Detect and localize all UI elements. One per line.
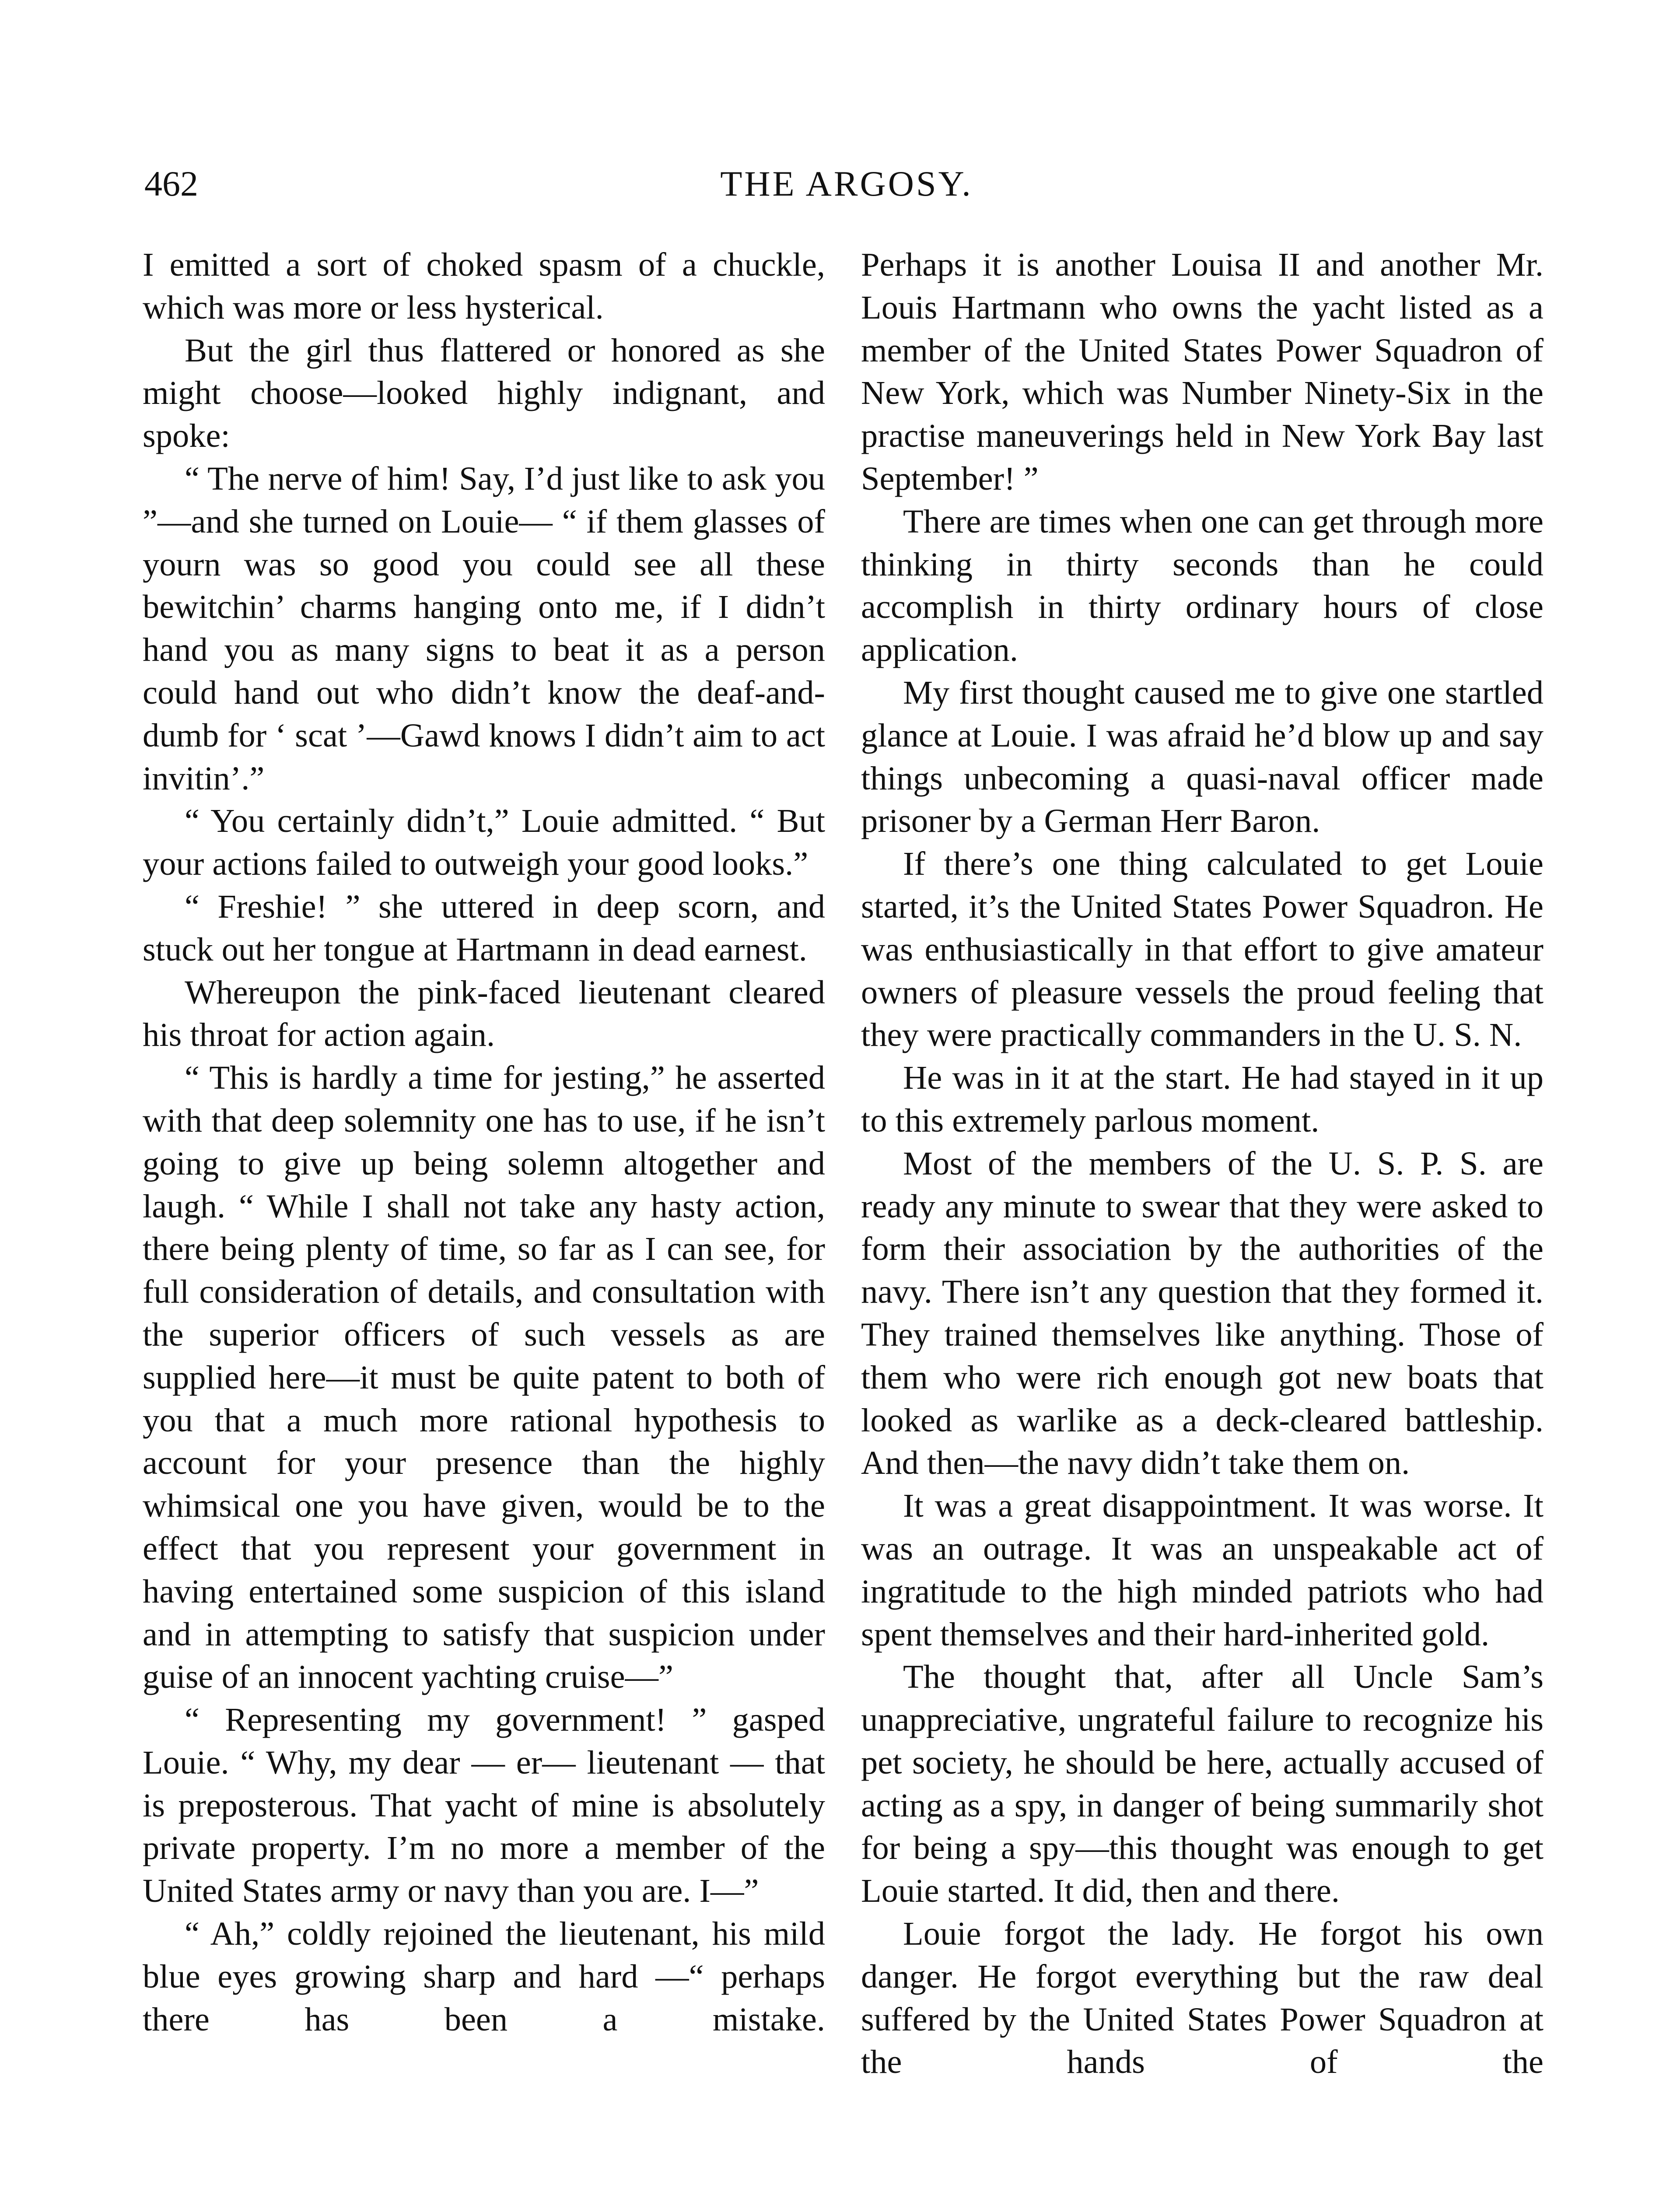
paragraph: “ The nerve of him! Say, I’d just like to ask you ”—and she turned on Louie— “ if them glasses of yourn was so good you could see all these bewitchin’ charms hanging onto me, if I didn’t hand you as many signs to beat it as a person could hand out who didn’t know the deaf-and-dumb for ‘ scat ’—Gawd knows I didn’t aim to act invitin’.” <box>143 459 825 797</box>
paragraph: It was a great disappointment. It was worse. It was an outrage. It was an unspeakable act of ingratitude to the high minded patriots who had spent themselves and their hard-inherited gold. <box>861 1487 1544 1653</box>
right-column <box>861 243 1544 2083</box>
paragraph: There are times when one can get through more thinking in thirty seconds than he could accomplish in thirty ordinary hours of close application. <box>861 502 1544 669</box>
paragraph: “ You certainly didn’t,” Louie admitted. “ But your actions failed to outweigh your good looks.” <box>143 802 825 883</box>
paragraph: Perhaps it is another Louisa II and another Mr. Louis Hartmann who owns the yacht listed as a member of the United States Power Squadron of New York, which was Number Ninety-Six in the practise maneuverings held in New York Bay last September! ” <box>861 246 1544 497</box>
paragraph: Louie forgot the lady. He forgot his own danger. He forgot everything but the raw deal suffered by the United States Power Squadron at the hands of the <box>861 1915 1544 2081</box>
paragraph: The thought that, after all Uncle Sam’s unappreciative, ungrateful failure to recognize his pet society, he should be here, actually accused of acting as a spy, in danger of being summarily shot for being a spy—this thought was enough to get Louie started. It did, then and there. <box>861 1658 1544 1910</box>
paragraph: “ Representing my government! ” gasped Louie. “ Why, my dear — er— lieutenant — that is preposterous. That yacht of mine is absolutely private property. I’m no more a member of the United States army or navy than you are. I—” <box>143 1701 825 1910</box>
paragraph: He was in it at the start. He had stayed in it up to this extremely parlous moment. <box>861 1059 1544 1139</box>
paragraph: “ Ah,” coldly rejoined the lieutenant, his mild blue eyes growing sharp and hard —“ perhaps there has been a mistake. <box>143 1915 825 2038</box>
left-column <box>143 243 825 2041</box>
paragraph: “ This is hardly a time for jesting,” he asserted with that deep solemnity one has to use, if he isn’t going to give up being solemn altogether and laugh. “ While I shall not take any hasty action, there being plenty of time, so far as I can see, for full consideration of details, and consultation with the superior officers of such vessels as are supplied here—it must be quite patent to both of you that a much more rational hypothesis to account for your presence than the highly whimsical one you have given, would be to the effect that you represent your government in having entertained some suspicion of this island and in attempting to satisfy that suspicion under guise of an innocent yachting cruise—” <box>143 1059 825 1696</box>
running-title: THE ARGOSY. <box>720 164 973 203</box>
paragraph: Whereupon the pink-faced lieutenant cleared his throat for action again. <box>143 973 825 1054</box>
page-number: 462 <box>144 164 198 203</box>
paragraph: “ Freshie! ” she uttered in deep scorn, and stuck out her tongue at Hartmann in dead earnest. <box>143 887 825 968</box>
paragraph: But the girl thus flattered or honored as she might choose—looked highly indignant, and spoke: <box>143 331 825 455</box>
page-header <box>144 158 1549 219</box>
paragraph: If there’s one thing calculated to get Louie started, it’s the United States Power Squadron. He was enthusiastically in that effort to give amateur owners of pleasure vessels the proud feeling that they were practically commanders in the U. S. N. <box>861 845 1544 1054</box>
paragraph: My first thought caused me to give one startled glance at Louie. I was afraid he’d blow up and say things unbecoming a quasi-naval officer made prisoner by a German Herr Baron. <box>861 673 1544 840</box>
paragraph: Most of the members of the U. S. P. S. are ready any minute to swear that they were asked to form their association by the authorities of the navy. There isn’t any question that they formed it. They trained themselves like anything. Those of them who were rich enough got new boats that looked as warlike as a deck-cleared battleship. And then—the navy didn’t take them on. <box>861 1144 1544 1482</box>
paragraph: I emitted a sort of choked spasm of a chuckle, which was more or less hysterical. <box>143 246 825 326</box>
